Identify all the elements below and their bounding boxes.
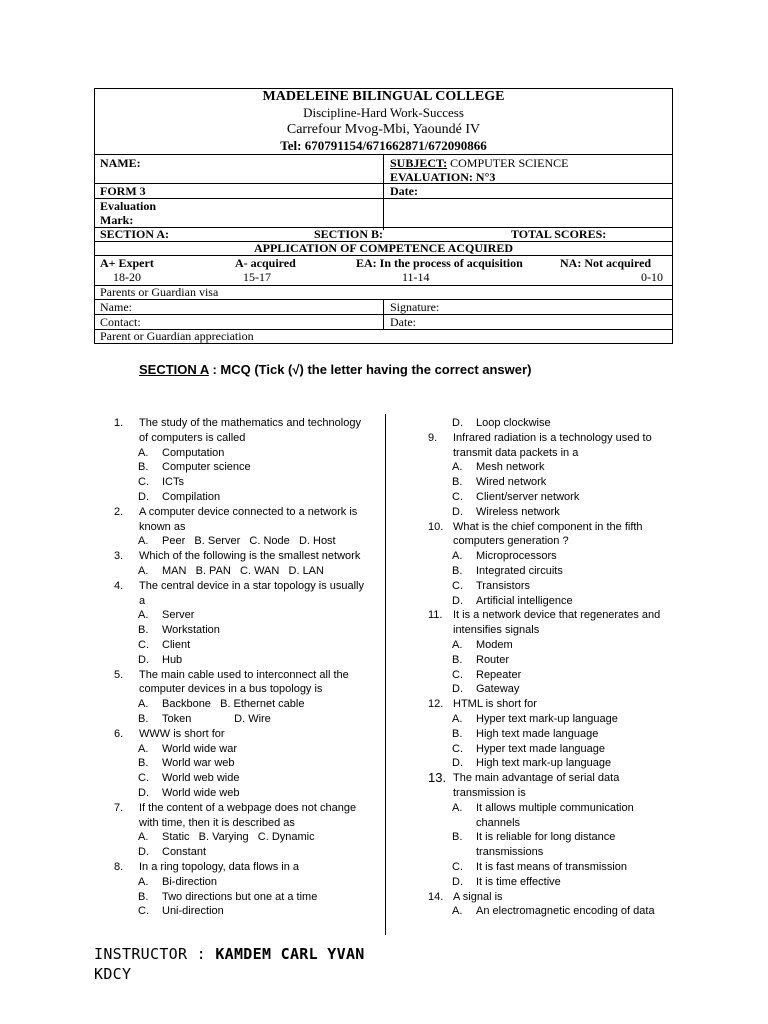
answer-option[interactable] — [114, 786, 364, 801]
question-number: 10. — [428, 520, 444, 533]
question-item — [114, 801, 364, 831]
option-text: Wired network — [476, 476, 547, 489]
option-text: It is reliable for long distance transmissions — [476, 831, 619, 859]
answer-option[interactable] — [114, 475, 364, 490]
questions-right-column — [428, 416, 678, 919]
option-text: Mesh network — [476, 461, 545, 474]
option-letter: C. — [452, 490, 463, 503]
answer-option[interactable] — [114, 623, 364, 638]
option-text: It is fast means of transmission — [476, 860, 627, 873]
option-text: Static B. Varying C. Dynamic — [162, 831, 315, 844]
option-text: Integrated circuits — [476, 564, 563, 577]
answer-option[interactable] — [114, 904, 364, 919]
option-letter: B. — [138, 712, 149, 725]
question-item — [114, 727, 364, 742]
answer-option[interactable] — [114, 534, 364, 549]
school-address: Carrefour Mvog-Mbi, Yaoundé IV — [286, 122, 481, 137]
answer-option[interactable] — [114, 697, 364, 712]
answer-option[interactable] — [114, 742, 364, 757]
answer-option[interactable] — [428, 475, 678, 490]
option-text: Artificial intelligence — [476, 594, 573, 607]
question-item — [428, 520, 678, 550]
option-letter: C. — [452, 742, 463, 755]
answer-option[interactable] — [428, 460, 678, 475]
instructor-name: KAMDEM CARL YVAN — [215, 945, 365, 963]
option-letter: D. — [452, 594, 463, 607]
question-number: 14. — [428, 890, 444, 903]
answer-option[interactable] — [114, 446, 364, 461]
option-text: Wireless network — [476, 505, 560, 518]
option-text: Workstation — [162, 624, 220, 637]
answer-option[interactable] — [428, 727, 678, 742]
section-a-title — [139, 362, 531, 377]
instructor-label: INSTRUCTOR : — [94, 945, 216, 963]
option-text: Bi-direction — [162, 875, 218, 888]
question-number: 6. — [114, 727, 124, 740]
option-letter: D. — [452, 875, 463, 888]
option-text: World war web — [162, 757, 235, 770]
option-text: Loop clockwise — [476, 417, 551, 429]
question-number: 12. — [428, 698, 444, 711]
question-text: The main advantage of serial data transmission is — [453, 772, 620, 799]
option-text: Modem — [476, 638, 513, 651]
option-letter: A. — [452, 550, 463, 563]
answer-option[interactable] — [114, 490, 364, 505]
answer-option[interactable] — [428, 416, 678, 431]
question-number: 9. — [428, 431, 438, 444]
instructor-initials: KDCY — [94, 965, 132, 983]
option-text: Constant — [162, 846, 207, 859]
question-item — [114, 549, 364, 564]
instructor-block — [94, 944, 365, 984]
option-letter: C. — [138, 772, 149, 785]
option-letter: B. — [452, 831, 463, 844]
question-item — [428, 697, 678, 712]
option-letter: B. — [452, 476, 463, 489]
answer-option[interactable] — [114, 712, 364, 727]
option-letter: D. — [452, 757, 463, 770]
answer-option[interactable] — [428, 860, 678, 875]
question-number: 4. — [114, 579, 124, 592]
grade-in-process: EA: In the process of acquisition — [356, 256, 523, 270]
option-letter: A. — [138, 564, 149, 577]
section-a-label: SECTION A — [139, 362, 209, 377]
question-number: 5. — [114, 668, 124, 681]
answer-option[interactable] — [114, 830, 364, 845]
option-text: High text made language — [476, 727, 599, 740]
answer-option[interactable] — [428, 875, 678, 890]
option-text: It is time effective — [476, 875, 561, 888]
option-letter: D. — [138, 846, 149, 859]
option-letter: B. — [138, 624, 149, 637]
answer-option[interactable] — [114, 638, 364, 653]
option-text: Compilation — [162, 490, 221, 503]
question-number: 3. — [114, 550, 124, 563]
questions-left-column — [114, 416, 364, 919]
option-letter: C. — [452, 860, 463, 873]
option-text: It allows multiple communication channels — [476, 801, 637, 829]
answer-option[interactable] — [428, 830, 678, 860]
answer-option[interactable] — [114, 771, 364, 786]
answer-option[interactable] — [428, 579, 678, 594]
header-box — [94, 88, 673, 344]
option-letter: A. — [138, 698, 149, 711]
total-scores: TOTAL SCORES: — [511, 227, 607, 241]
evaluation-number: EVALUATION: N°3 — [390, 170, 496, 184]
question-item — [428, 431, 678, 461]
option-letter: A. — [138, 609, 149, 622]
section-b-score: SECTION B: — [314, 227, 384, 241]
question-item — [428, 608, 678, 638]
grade-acquired-range: 15-17 — [243, 270, 271, 284]
question-text: What is the chief component in the fifth computers generation ? — [453, 520, 643, 548]
question-text: If the content of a webpage does not change with time, then it is described as — [139, 801, 357, 829]
question-text: A computer device connected to a network is known as — [139, 505, 358, 533]
parents-visa: Parents or Guardian visa — [100, 285, 219, 299]
answer-option[interactable] — [428, 594, 678, 609]
question-number: 8. — [114, 860, 124, 873]
form-label: FORM 3 — [100, 184, 146, 198]
option-letter: B. — [138, 890, 149, 903]
question-text: Which of the following is the smallest network — [139, 550, 361, 563]
subject-label: SUBJECT: — [390, 156, 448, 170]
option-letter: D. — [452, 505, 463, 518]
answer-option[interactable] — [114, 845, 364, 860]
option-letter: A. — [138, 831, 149, 844]
option-letter: A. — [452, 801, 463, 814]
answer-option[interactable] — [428, 490, 678, 505]
school-motto: Discipline-Hard Work-Success — [303, 105, 464, 120]
subject-value: COMPUTER SCIENCE — [447, 156, 569, 170]
option-text: Computation — [162, 446, 225, 459]
answer-option[interactable] — [114, 890, 364, 905]
question-number: 11. — [428, 609, 443, 622]
option-text: Peer B. Server C. Node D. Host — [162, 535, 336, 548]
question-item — [114, 505, 364, 535]
subject-line — [390, 156, 568, 170]
option-text: Client/server network — [476, 490, 580, 503]
question-text: It is a network device that regenerates and intensifies signals — [453, 609, 661, 637]
option-text: Backbone B. Ethernet cable — [162, 698, 305, 711]
grade-not-acquired: NA: Not acquired — [560, 256, 652, 270]
option-text: Uni-direction — [162, 905, 224, 918]
question-item — [114, 416, 364, 446]
option-letter: A. — [452, 712, 463, 725]
contact-label: Contact: — [100, 315, 141, 329]
signature-label: Signature: — [390, 300, 440, 314]
question-item — [114, 860, 364, 875]
option-letter: B. — [452, 564, 463, 577]
grade-expert-range: 18-20 — [113, 270, 141, 284]
option-text: An electromagnetic encoding of data — [476, 905, 655, 918]
question-text: Infrared radiation is a technology used to transmit data packets in a — [453, 431, 652, 459]
option-text: Server — [162, 609, 195, 622]
option-letter: C. — [138, 638, 149, 651]
question-text: The central device in a star topology is usually a — [139, 579, 365, 607]
name-label: NAME: — [100, 156, 141, 170]
option-letter: D. — [138, 786, 149, 799]
question-text: In a ring topology, data flows in a — [139, 860, 300, 873]
option-text: Client — [162, 638, 191, 651]
answer-option[interactable] — [428, 712, 678, 727]
option-letter: A. — [138, 875, 149, 888]
option-text: World web wide — [162, 772, 240, 785]
option-letter: C. — [452, 579, 463, 592]
question-number: 7. — [114, 801, 124, 814]
question-item — [114, 579, 364, 609]
parent-date-label: Date: — [390, 315, 416, 329]
question-number: 1. — [114, 417, 124, 429]
grade-in-process-range: 11-14 — [402, 270, 430, 284]
option-letter: B. — [138, 461, 149, 474]
question-text: The study of the mathematics and technology of computers is called — [139, 417, 361, 444]
competence-heading: APPLICATION OF COMPETENCE ACQUIRED — [253, 241, 513, 255]
answer-option[interactable] — [428, 549, 678, 564]
answer-option[interactable] — [114, 875, 364, 890]
answer-option[interactable] — [114, 653, 364, 668]
answer-option[interactable] — [428, 801, 678, 831]
grade-not-acquired-range: 0-10 — [641, 270, 663, 284]
option-letter: A. — [138, 742, 149, 755]
date-label: Date: — [390, 184, 418, 198]
option-text: Microprocessors — [476, 550, 557, 563]
mark-label: Mark: — [100, 213, 134, 227]
grade-acquired: A- acquired — [235, 256, 296, 270]
option-text: ICTs — [162, 476, 184, 489]
section-a-instructions: : MCQ (Tick (√) the letter having the correct answer) — [208, 362, 532, 377]
evaluation-mark-label: Evaluation — [100, 199, 157, 213]
section-a-score: SECTION A: — [100, 227, 170, 241]
option-text: Gateway — [476, 683, 520, 696]
option-letter: D. — [138, 490, 149, 503]
question-text: The main cable used to interconnect all the computer devices in a bus topology is — [139, 668, 349, 696]
question-text: WWW is short for — [139, 727, 225, 740]
answer-option[interactable] — [428, 742, 678, 757]
option-letter: A. — [452, 905, 463, 918]
school-tel: Tel: 670791154/671662871/672090866 — [280, 138, 487, 153]
option-letter: C. — [138, 476, 149, 489]
question-text: HTML is short for — [453, 698, 537, 711]
answer-option[interactable] — [428, 564, 678, 579]
option-text: World wide war — [162, 742, 237, 755]
answer-option[interactable] — [428, 505, 678, 520]
option-text: Hyper text mark-up language — [476, 712, 618, 725]
option-letter: A. — [138, 535, 149, 548]
question-text: A signal is — [453, 890, 503, 903]
answer-option[interactable] — [114, 564, 364, 579]
answer-option[interactable] — [114, 460, 364, 475]
option-letter: B. — [452, 653, 463, 666]
answer-option[interactable] — [428, 653, 678, 668]
school-name: MADELEINE BILINGUAL COLLEGE — [262, 89, 505, 104]
option-letter: B. — [138, 757, 149, 770]
column-divider — [385, 414, 386, 935]
parent-appreciation: Parent or Guardian appreciation — [100, 329, 254, 343]
option-letter: D. — [452, 417, 463, 429]
option-text: Repeater — [476, 668, 522, 681]
option-letter: D. — [138, 653, 149, 666]
option-text: MAN B. PAN C. WAN D. LAN — [162, 564, 324, 577]
option-text: Hub — [162, 653, 183, 666]
option-letter: B. — [452, 727, 463, 740]
option-text: Router — [476, 653, 510, 666]
question-item — [114, 668, 364, 698]
option-letter: D. — [452, 683, 463, 696]
answer-option[interactable] — [428, 682, 678, 697]
question-number: 13. — [428, 770, 447, 786]
answer-option[interactable] — [428, 904, 678, 919]
answer-option[interactable] — [114, 608, 364, 623]
answer-option[interactable] — [428, 668, 678, 683]
option-text: Hyper text made language — [476, 742, 606, 755]
option-letter: C. — [452, 668, 463, 681]
question-number: 2. — [114, 505, 124, 518]
option-letter: A. — [138, 446, 149, 459]
option-text: Computer science — [162, 461, 251, 474]
option-text: Transistors — [476, 579, 530, 592]
option-text: Two directions but one at a time — [162, 890, 318, 903]
option-text: High text mark-up language — [476, 757, 612, 770]
option-letter: A. — [452, 461, 463, 474]
question-item — [428, 890, 678, 905]
option-letter: C. — [138, 905, 149, 918]
option-letter: A. — [452, 638, 463, 651]
parent-name-label: Name: — [100, 300, 132, 314]
answer-option[interactable] — [114, 756, 364, 771]
question-item — [428, 771, 678, 801]
grade-expert: A+ Expert — [100, 256, 154, 270]
answer-option[interactable] — [428, 756, 678, 771]
answer-option[interactable] — [428, 638, 678, 653]
option-text: World wide web — [162, 786, 240, 799]
option-text: Token D. Wire — [162, 712, 271, 725]
